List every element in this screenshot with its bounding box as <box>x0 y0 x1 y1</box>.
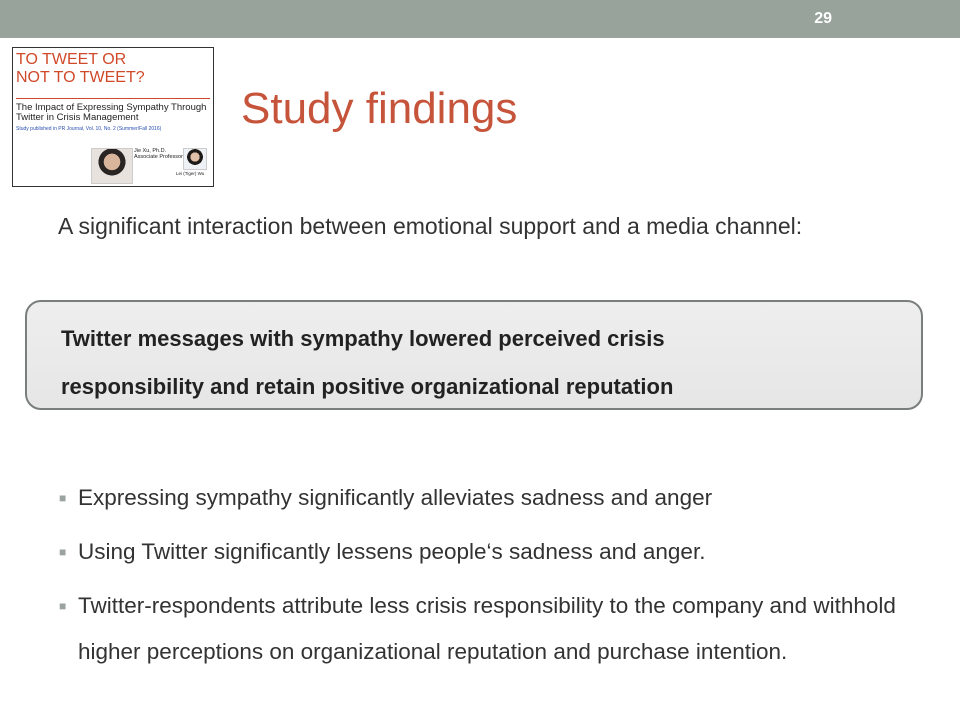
slide-number: 29 <box>814 10 832 27</box>
study-thumbnail <box>12 47 214 187</box>
slide-title: Study findings <box>241 84 518 133</box>
findings-list <box>58 475 948 683</box>
thumbnail-divider <box>16 98 210 99</box>
intro-text: A significant interaction between emotional support and a media channel: <box>58 213 803 239</box>
author-photo <box>91 148 133 184</box>
author-name: Jie Xu, Ph.D. Associate Professor <box>134 148 183 160</box>
callout-line: Twitter messages with sympathy lowered perceived crisis <box>61 326 665 351</box>
bullet-square-icon: ■ <box>59 599 67 613</box>
list-item: ■ Twitter-respondents attribute less crisis responsibility to the company and withhold higher perceptions on organizational reputation and purchase intention. <box>58 583 948 675</box>
callout-line: responsibility and retain positive organizational reputation <box>61 374 674 399</box>
bullet-square-icon: ■ <box>59 491 67 505</box>
coauthor-photo <box>183 148 207 170</box>
coauthor-name: Lei (Tiger) Wu <box>176 171 205 176</box>
list-item: ■ Using Twitter significantly lessens people‘s sadness and anger. <box>58 529 948 575</box>
key-finding-callout <box>25 300 923 410</box>
thumbnail-note: Study published in PR Journal, Vol. 10, No. 2 (Summer/Fall 2016) <box>16 126 162 132</box>
list-item: ■ Expressing sympathy significantly alleviates sadness and anger <box>58 475 948 521</box>
thumbnail-heading: TO TWEET OR NOT TO TWEET? <box>16 51 145 86</box>
bullet-square-icon: ■ <box>59 545 67 559</box>
thumbnail-subtitle: The Impact of Expressing Sympathy Through Twitter in Crisis Management <box>16 102 207 123</box>
top-bar <box>0 0 960 38</box>
